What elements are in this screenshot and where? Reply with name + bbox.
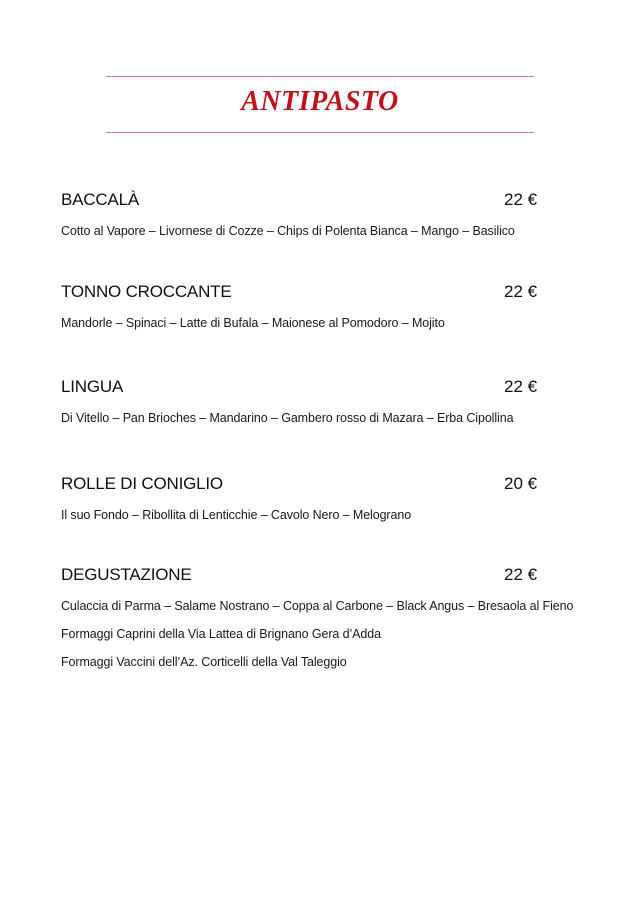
menu-item <box>61 189 581 241</box>
menu-item-header <box>61 376 581 400</box>
menu-item-name: ROLLE DI CONIGLIO <box>61 474 223 493</box>
menu-item-price: 22 € <box>504 282 538 301</box>
menu-item-price: 22 € <box>504 565 538 584</box>
menu-item-name: LINGUA <box>61 377 124 396</box>
menu-item <box>61 473 581 525</box>
menu-item-price: 22 € <box>504 377 538 396</box>
menu-item-name: DEGUSTAZIONE <box>61 565 192 584</box>
menu-item <box>61 281 581 333</box>
menu-item-description: Cotto al Vapore – Livornese di Cozze – Chips di Polenta Bianca – Mango – Basilico <box>61 224 515 238</box>
menu-item-description: Formaggi Vaccini dell’Az. Corticelli della Val Taleggio <box>61 655 347 669</box>
menu-item-header <box>61 473 581 497</box>
menu-item-price: 22 € <box>504 190 538 209</box>
menu-item <box>61 376 581 428</box>
menu-item-description: Il suo Fondo – Ribollita di Lenticchie – Cavolo Nero – Melograno <box>61 508 412 522</box>
menu-item-name: TONNO CROCCANTE <box>61 282 232 301</box>
menu-item-price: 20 € <box>504 474 538 493</box>
menu-item-description: Di Vitello – Pan Brioches – Mandarino – Gambero rosso di Mazara – Erba Cipollina <box>61 411 514 425</box>
menu-item-name: BACCALÀ <box>61 190 139 209</box>
menu-item-description: Formaggi Caprini della Via Lattea di Brignano Gera d’Adda <box>61 627 381 641</box>
menu-item-header <box>61 564 581 588</box>
title-bottom-rule <box>106 132 534 133</box>
menu-item-header <box>61 281 581 305</box>
menu-item-header <box>61 189 581 213</box>
title-top-rule <box>106 76 534 77</box>
menu-item-description: Mandorle – Spinaci – Latte di Bufala – Maionese al Pomodoro – Mojito <box>61 316 445 330</box>
menu-item <box>61 564 581 672</box>
page-title: ANTIPASTO <box>241 86 399 117</box>
menu-item-description: Culaccia di Parma – Salame Nostrano – Coppa al Carbone – Black Angus – Bresaola al Fieno <box>61 599 574 613</box>
